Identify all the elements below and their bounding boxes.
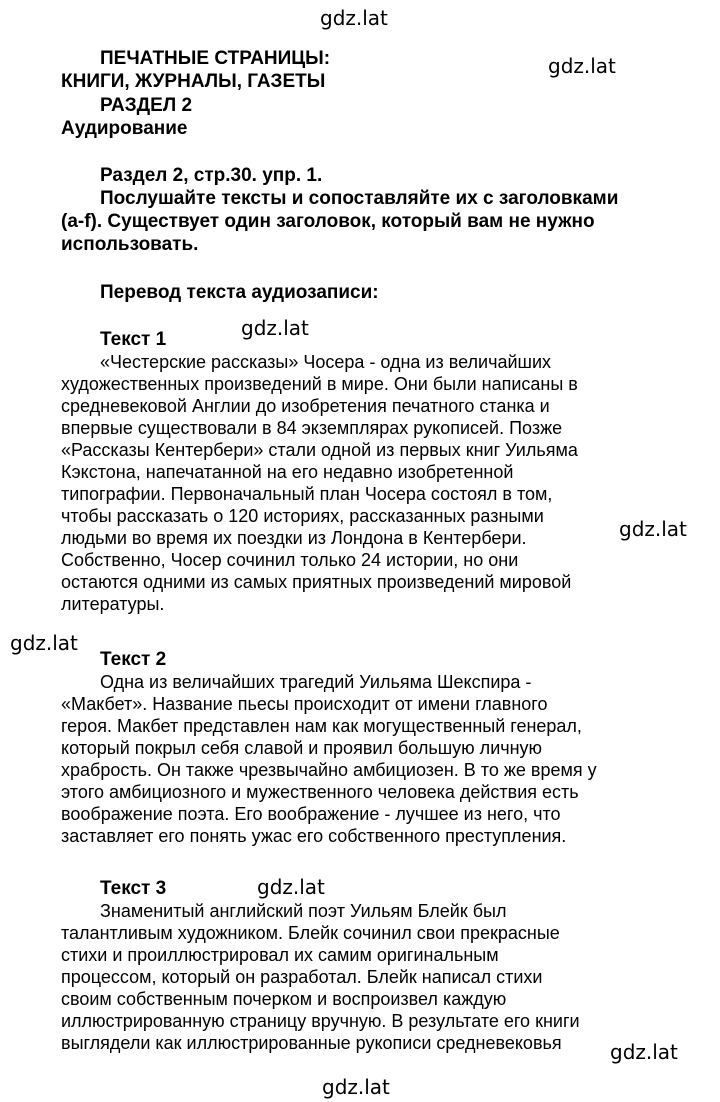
text1-line: художественных произведений в мире. Они были написаны в bbox=[61, 374, 578, 394]
text3-line: иллюстрированную страницу вручную. В результате его книги bbox=[61, 1011, 580, 1031]
task-instruction-line2: (a-f). Существует один заголовок, который вам не нужно bbox=[61, 211, 595, 232]
task-instruction-line3: использовать. bbox=[61, 234, 199, 255]
subsection-title: Аудирование bbox=[61, 118, 188, 139]
section-title: РАЗДЕЛ 2 bbox=[100, 95, 193, 116]
page-title-line2: КНИГИ, ЖУРНАЛЫ, ГАЗЕТЫ bbox=[61, 71, 326, 92]
text3-line: процессом, который он разработал. Блейк написал стихи bbox=[61, 967, 543, 987]
text1-line: типографии. Первоначальный план Чосера состоял в том, bbox=[61, 484, 553, 504]
text2-line: воображение поэта. Его воображение - лучшее из него, что bbox=[61, 804, 561, 824]
text1-line: средневековой Англии до изобретения печатного станка и bbox=[61, 396, 550, 416]
text2-heading: Текст 2 bbox=[100, 649, 167, 670]
text1-line: «Рассказы Кентербери» стали одной из первых книг Уильяма bbox=[61, 440, 578, 460]
watermark-left-middle: gdz.lat bbox=[10, 631, 78, 655]
text2-line: который покрыл себя славой и проявил большую личную bbox=[61, 738, 543, 758]
text2-line: храбрость. Он также чрезвычайно амбициозен. В то же время у bbox=[61, 760, 597, 780]
watermark-header: gdz.lat bbox=[548, 54, 616, 78]
watermark-bottom-right: gdz.lat bbox=[610, 1040, 678, 1064]
text1-line: литературы. bbox=[61, 594, 165, 614]
text2-line: заставляет его понять ужас его собственного преступления. bbox=[61, 826, 567, 846]
text1-line: Кэкстона, напечатанной на его недавно изобретенной bbox=[61, 462, 514, 482]
task-reference: Раздел 2, стр.30. упр. 1. bbox=[100, 165, 323, 186]
text3-body bbox=[61, 900, 580, 1054]
text1-line: людьми во время их поездки из Лондона в Кентербери. bbox=[61, 528, 527, 548]
text2-body bbox=[61, 671, 597, 847]
text1-heading: Текст 1 bbox=[100, 329, 167, 350]
text1-line: «Честерские рассказы» Чосера - одна из величайших bbox=[100, 352, 552, 372]
text1-line: чтобы рассказать о 120 историях, рассказанных разными bbox=[61, 506, 544, 526]
text2-line: этого амбициозного и мужественного человека действия есть bbox=[61, 782, 579, 802]
text3-line: стихи и проиллюстрировал их самим оригинальным bbox=[61, 945, 499, 965]
translation-heading: Перевод текста аудиозаписи: bbox=[100, 282, 379, 303]
text1-body bbox=[61, 351, 578, 615]
watermark-right-middle: gdz.lat bbox=[619, 517, 687, 541]
text3-line: выглядели как иллюстрированные рукописи средневековья bbox=[61, 1033, 562, 1053]
text3-line: своим собственным почерком и воспроизвел каждую bbox=[61, 989, 507, 1009]
text3-line: Знаменитый английский поэт Уильям Блейк был bbox=[100, 901, 507, 921]
watermark-text1: gdz.lat bbox=[241, 316, 309, 340]
text2-line: «Макбет». Название пьесы происходит от имени главного bbox=[61, 694, 548, 714]
page-title-line1: ПЕЧАТНЫЕ СТРАНИЦЫ: bbox=[100, 48, 331, 69]
text1-line: остаются одними из самых приятных произведений мировой bbox=[61, 572, 572, 592]
watermark-text3: gdz.lat bbox=[257, 875, 325, 899]
text3-heading: Текст 3 bbox=[100, 878, 167, 899]
task-instruction-line1: Послушайте тексты и сопоставляйте их с заголовками bbox=[100, 188, 619, 209]
watermark-top: gdz.lat bbox=[320, 6, 388, 30]
text3-line: талантливым художником. Блейк сочинил свои прекрасные bbox=[61, 923, 560, 943]
text1-line: впервые существовали в 84 экземплярах рукописей. Позже bbox=[61, 418, 563, 438]
text1-line: Собственно, Чосер сочинил только 24 истории, но они bbox=[61, 550, 519, 570]
text2-line: Одна из величайших трагедий Уильяма Шекспира - bbox=[100, 672, 532, 692]
watermark-bottom: gdz.lat bbox=[322, 1075, 390, 1099]
text2-line: героя. Макбет представлен нам как могущественный генерал, bbox=[61, 716, 582, 736]
